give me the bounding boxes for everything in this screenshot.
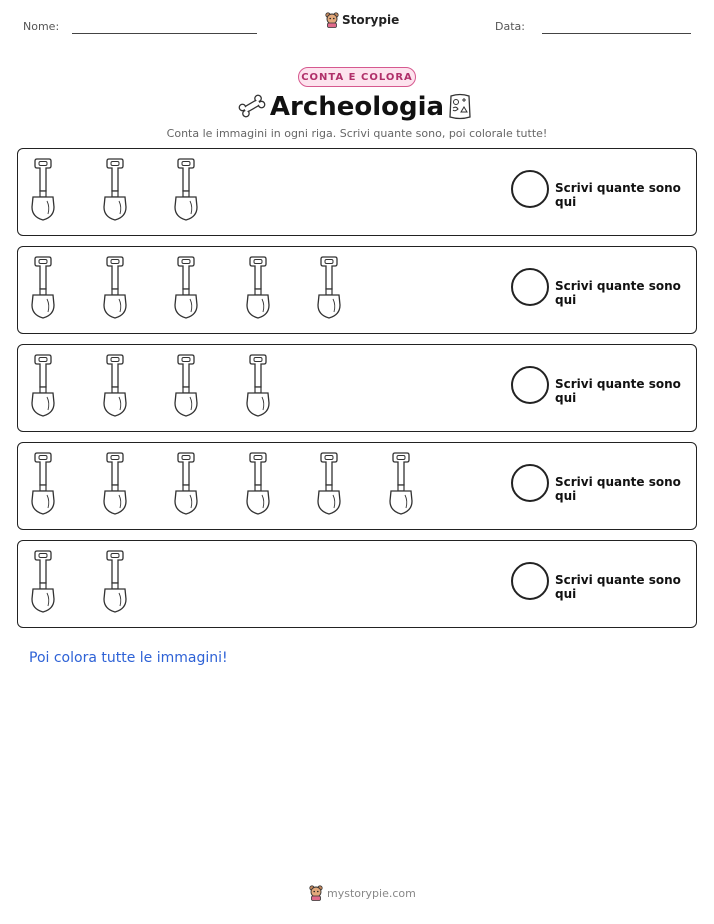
answer-label: Scrivi quante sono qui bbox=[555, 475, 681, 503]
shovel-icon bbox=[316, 451, 342, 515]
shovel-icon bbox=[245, 451, 271, 515]
shovel-icon bbox=[102, 353, 128, 417]
answer-label: Scrivi quante sono qui bbox=[555, 377, 681, 405]
shovel-icon bbox=[102, 549, 128, 613]
shovel-icon bbox=[30, 157, 56, 221]
answer-circle[interactable] bbox=[511, 268, 549, 306]
bear-mascot-icon bbox=[309, 885, 323, 901]
activity-badge: CONTA E COLORA bbox=[298, 67, 416, 87]
answer-label: Scrivi quante sono qui bbox=[555, 573, 681, 601]
answer-circle[interactable] bbox=[511, 562, 549, 600]
count-row bbox=[17, 246, 697, 334]
site-footer bbox=[309, 885, 416, 901]
shovel-icon bbox=[30, 255, 56, 319]
answer-circle[interactable] bbox=[511, 366, 549, 404]
shovel-icon bbox=[102, 451, 128, 515]
date-label: Data: bbox=[495, 20, 525, 33]
name-line[interactable] bbox=[72, 33, 257, 34]
answer-circle[interactable] bbox=[511, 170, 549, 208]
answer-circle[interactable] bbox=[511, 464, 549, 502]
shovel-icon bbox=[173, 157, 199, 221]
shovel-icon bbox=[30, 549, 56, 613]
shovel-icon bbox=[173, 353, 199, 417]
site-url: mystorypie.com bbox=[327, 886, 416, 900]
brand-logo bbox=[325, 12, 399, 28]
instructions: Conta le immagini in ogni riga. Scrivi quante sono, poi colorale tutte! bbox=[166, 127, 548, 140]
stone-tablet-icon bbox=[447, 93, 473, 121]
shovel-icon bbox=[102, 255, 128, 319]
bear-mascot-icon bbox=[325, 12, 339, 28]
count-row bbox=[17, 540, 697, 628]
name-label: Nome: bbox=[23, 20, 60, 33]
shovel-icon bbox=[316, 255, 342, 319]
answer-label: Scrivi quante sono qui bbox=[555, 279, 681, 307]
shovel-icon bbox=[30, 451, 56, 515]
shovel-icon bbox=[173, 255, 199, 319]
answer-label: Scrivi quante sono qui bbox=[555, 181, 681, 209]
count-row bbox=[17, 344, 697, 432]
date-line[interactable] bbox=[542, 33, 691, 34]
shovel-icon bbox=[30, 353, 56, 417]
count-row bbox=[17, 148, 697, 236]
count-row bbox=[17, 442, 697, 530]
footer-note: Poi colora tutte le immagini! bbox=[29, 650, 228, 666]
shovel-icon bbox=[102, 157, 128, 221]
page-title: Archeologia bbox=[269, 92, 445, 122]
shovel-icon bbox=[388, 451, 414, 515]
brand-name: Storypie bbox=[342, 13, 400, 27]
shovel-icon bbox=[245, 255, 271, 319]
shovel-icon bbox=[173, 451, 199, 515]
shovel-icon bbox=[245, 353, 271, 417]
